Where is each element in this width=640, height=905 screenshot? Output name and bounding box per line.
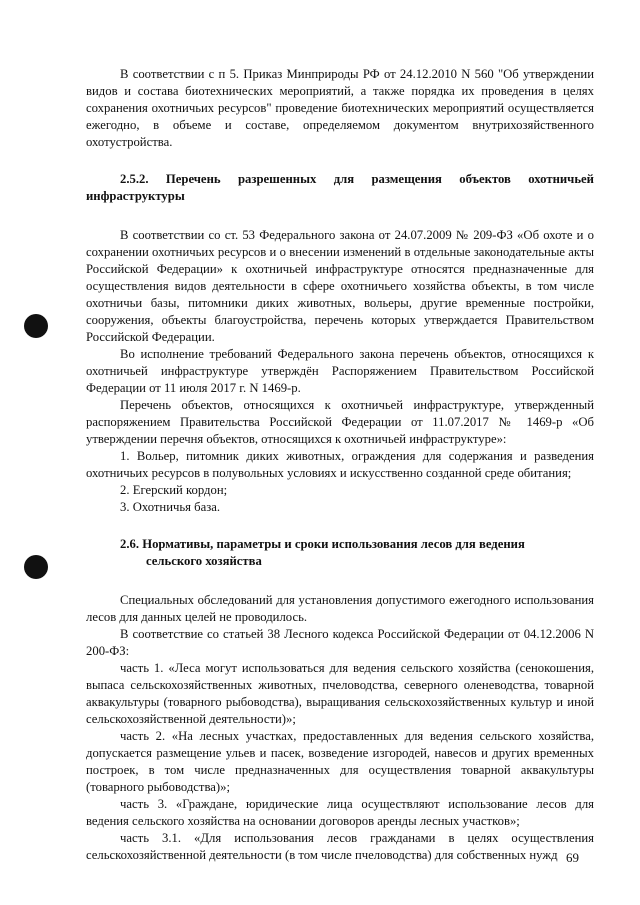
section-heading-2-6-line2: сельского хозяйства bbox=[146, 554, 262, 568]
paragraph-no-surveys: Специальных обследований для установления допустимого ежегодного использования лесов для данных целей не проводилось. bbox=[86, 593, 594, 624]
paragraph-object-list-intro: Перечень объектов, относящихся к охотничьей инфраструктуре, утвержденный распоряжением Правительства Российской Федерации от 11.07.2017 № 1469-р «Об утверждении перечня объектов, относящихся к охотничьей инфраструктуре»: bbox=[86, 398, 594, 446]
paragraph-part-3-1: часть 3.1. «Для использования лесов гражданами в целях осуществления сельскохозяйственной деятельности (в том числе пчеловодства) для собственных нужд bbox=[86, 831, 594, 862]
list-item: 3. Охотничья база. bbox=[120, 500, 221, 514]
paragraph-part-1: часть 1. «Леса могут использоваться для ведения сельского хозяйства (сенокошения, выпаса сельскохозяйственных животных, пчеловодства, северного оленеводства, товарной аквакультуры (товарного рыбоводства), выращивания сельскохозяйственных культур и иной сельскохозяйственной деятельности)»; bbox=[86, 661, 594, 726]
page-body bbox=[86, 66, 594, 864]
paragraph-part-2: часть 2. «На лесных участках, предоставленных для ведения сельского хозяйства, допускается размещение ульев и пасек, возведение изгородей, навесов и других временных построек, в том числе предназначенных для осуществления товарной аквакультуры (товарного рыбоводства)»; bbox=[86, 729, 594, 794]
paragraph-article-38: В соответствие со статьей 38 Лесного кодекса Российской Федерации от 04.12.2006 N 200-ФЗ: bbox=[86, 627, 594, 658]
list-item: 2. Егерский кордон; bbox=[120, 483, 228, 497]
list-item: 1. Вольер, питомник диких животных, ограждения для содержания и разведения охотничьих ресурсов в полувольных условиях и искусственно созданной среде обитания; bbox=[86, 449, 594, 480]
page-number: 69 bbox=[566, 850, 579, 865]
section-heading-2-5-2: 2.5.2. Перечень разрешенных для размещения объектов охотничьей инфраструктуры bbox=[86, 172, 594, 203]
paragraph-biotech: В соответствии с п 5. Приказ Минприроды РФ от 24.12.2010 N 560 "Об утверждении видов и состава биотехнических мероприятий, а также порядка их проведения в целях сохранения охотничьих ресурсов" проведение биотехнических мероприятий осуществляется ежегодно, в объеме и составе, определяемом документом внутрихозяйственного охотустройства. bbox=[86, 67, 594, 149]
section-heading-2-6-line1: 2.6. Нормативы, параметры и сроки использования лесов для ведения bbox=[120, 537, 525, 551]
paragraph-execution: Во исполнение требований Федерального закона перечень объектов, относящихся к охотничьей инфраструктуре утверждён Распоряжением Правительством Российской Федерации от 11 июля 2017 г. N 1469-р. bbox=[86, 347, 594, 395]
paragraph-part-3: часть 3. «Граждане, юридические лица осуществляют использование лесов для ведения сельского хозяйства на основании договоров аренды лесных участков»; bbox=[86, 797, 594, 828]
binder-hole bbox=[24, 555, 48, 579]
binder-hole bbox=[24, 314, 48, 338]
paragraph-article-53: В соответствии со ст. 53 Федерального закона от 24.07.2009 № 209-ФЗ «Об охоте и о сохранении охотничьих ресурсов и о внесении изменений в отдельные законодательные акты Российской Федерации» к охотничьей инфраструктуре относятся предназначенные для осуществления видов деятельности в сфере охотничьего хозяйства объекты, в том числе охотничьи базы, питомники диких животных, вольеры, другие временные постройки, сооружения, объекты благоустройства, перечень которых утверждается Правительством Российской Федерации. bbox=[86, 228, 594, 344]
section-heading-2-6 bbox=[86, 536, 594, 570]
